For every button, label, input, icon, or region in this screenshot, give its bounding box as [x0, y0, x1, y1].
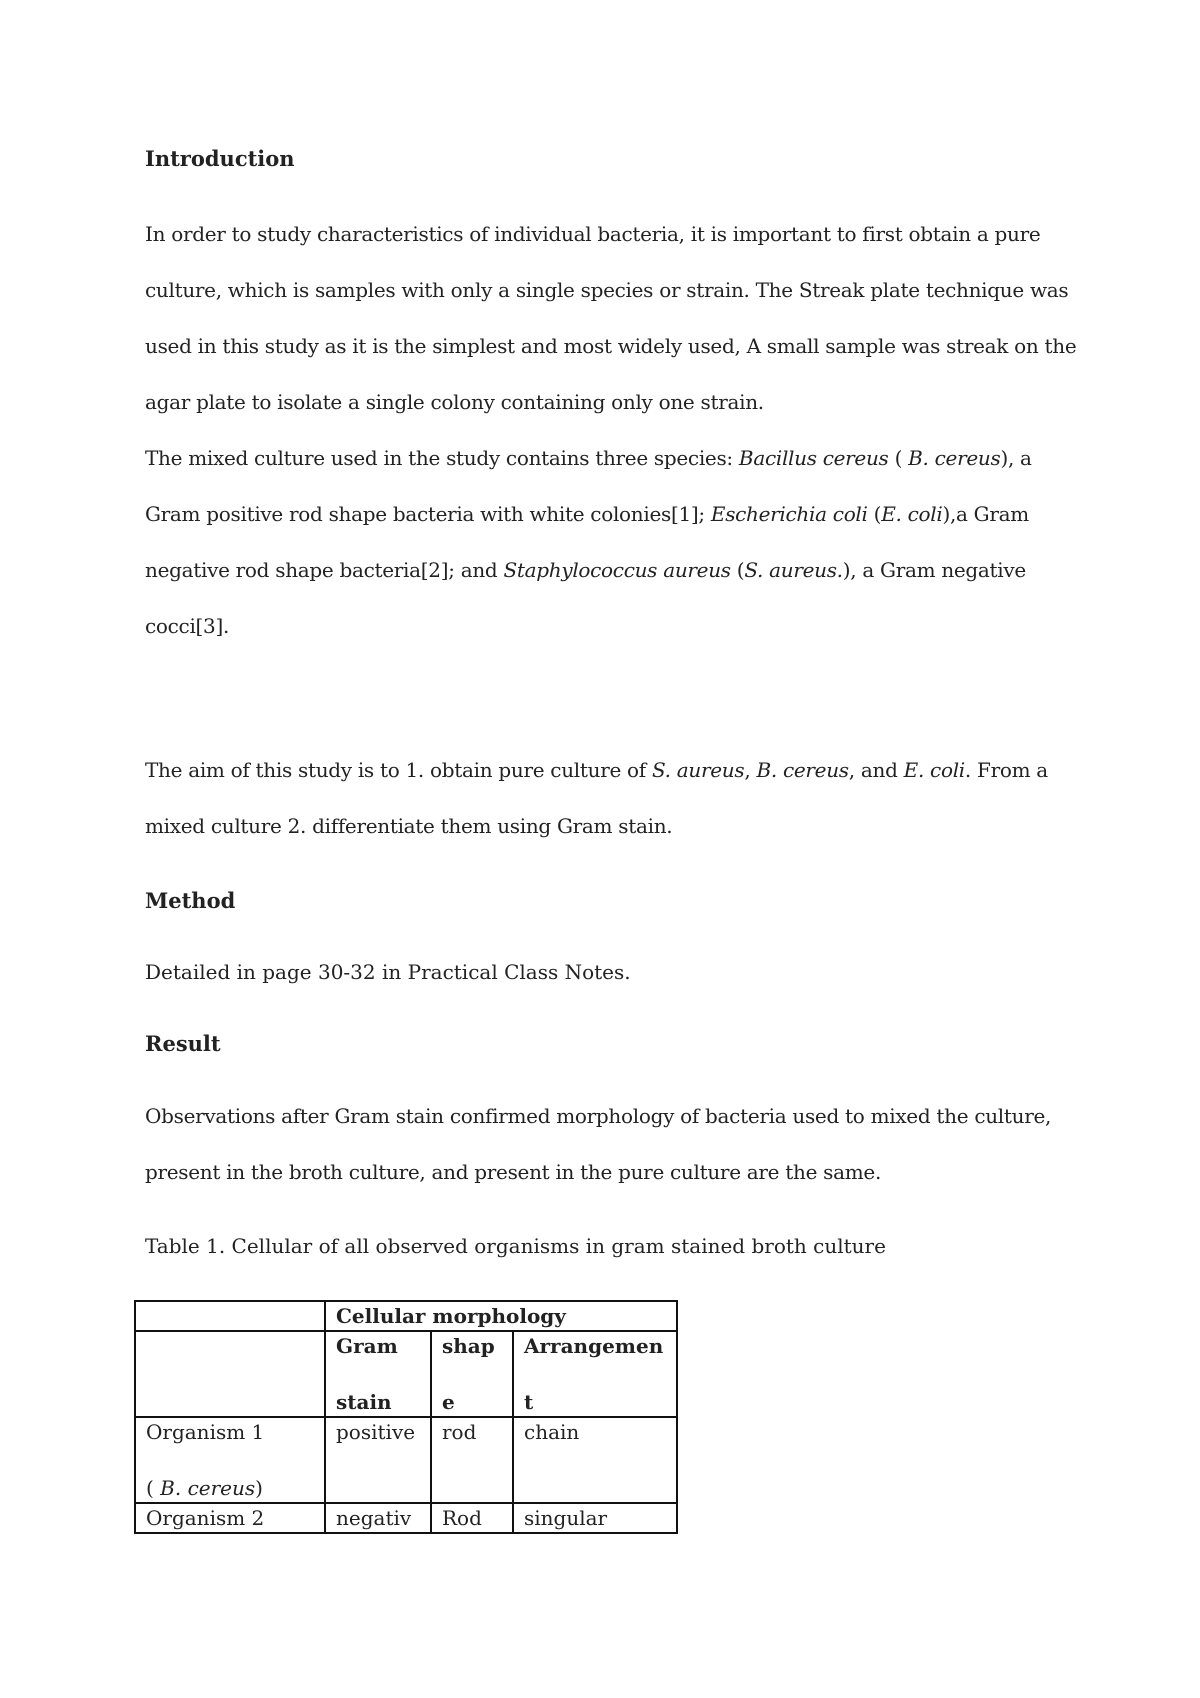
table-cell-gram: negativ	[325, 1503, 431, 1533]
intro-paragraph-2	[145, 430, 1075, 654]
intro-p1-line-4: agar plate to isolate a single colony containing only one strain.	[145, 390, 764, 414]
intro-p1-line-3: used in this study as it is the simplest and most widely used, A small sample was streak on the	[145, 334, 1077, 358]
intro-p2-line-2: Gram positive rod shape bacteria with white colonies[1]; Escherichia coli (E. coli),a Gram	[145, 502, 1029, 526]
table-row	[135, 1331, 677, 1417]
table-caption: Table 1. Cellular of all observed organisms in gram stained broth culture	[145, 1234, 886, 1258]
table-header-shape: shap e	[431, 1331, 513, 1417]
result-paragraph-1	[145, 1088, 1075, 1200]
table-group-header: Cellular morphology	[325, 1301, 677, 1331]
intro-paragraph-3	[145, 742, 1075, 854]
intro-paragraph-1	[145, 206, 1075, 430]
table-cell-gram: positive	[325, 1417, 431, 1503]
result-p1-line-1: Observations after Gram stain confirmed morphology of bacteria used to mixed the culture,	[145, 1104, 1052, 1128]
table-cell-empty	[135, 1331, 325, 1417]
result-heading: Result	[145, 1031, 221, 1056]
method-heading: Method	[145, 888, 236, 913]
result-p1-line-2: present in the broth culture, and present in the pure culture are the same.	[145, 1160, 882, 1184]
intro-p2-line-3: negative rod shape bacteria[2]; and Staphylococcus aureus (S. aureus.), a Gram negative	[145, 558, 1026, 582]
table-cell-empty	[135, 1301, 325, 1331]
introduction-heading: Introduction	[145, 146, 295, 171]
morphology-table	[134, 1300, 678, 1534]
table-cell-organism: Organism 2	[135, 1503, 325, 1533]
intro-p3-line-2: mixed culture 2. differentiate them using Gram stain.	[145, 814, 673, 838]
intro-p3-line-1: The aim of this study is to 1. obtain pure culture of S. aureus, B. cereus, and E. coli. From a	[145, 758, 1048, 782]
table-header-gram-stain: Gram stain	[325, 1331, 431, 1417]
intro-p1-line-1: In order to study characteristics of individual bacteria, it is important to first obtain a pure	[145, 222, 1041, 246]
table-cell-arrangement: singular	[513, 1503, 677, 1533]
intro-p2-line-1: The mixed culture used in the study contains three species: Bacillus cereus ( B. cereus), a	[145, 446, 1032, 470]
table-row	[135, 1503, 677, 1533]
table-cell-shape: Rod	[431, 1503, 513, 1533]
intro-p1-line-2: culture, which is samples with only a single species or strain. The Streak plate technique was	[145, 278, 1069, 302]
table-cell-arrangement: chain	[513, 1417, 677, 1503]
table-header-arrangement: Arrangemen t	[513, 1331, 677, 1417]
method-text: Detailed in page 30-32 in Practical Class Notes.	[145, 960, 631, 984]
table-row	[135, 1417, 677, 1503]
table-row	[135, 1301, 677, 1331]
intro-p2-line-4: cocci[3].	[145, 614, 230, 638]
table-cell-shape: rod	[431, 1417, 513, 1503]
table-cell-organism: Organism 1 ( B. cereus)	[135, 1417, 325, 1503]
